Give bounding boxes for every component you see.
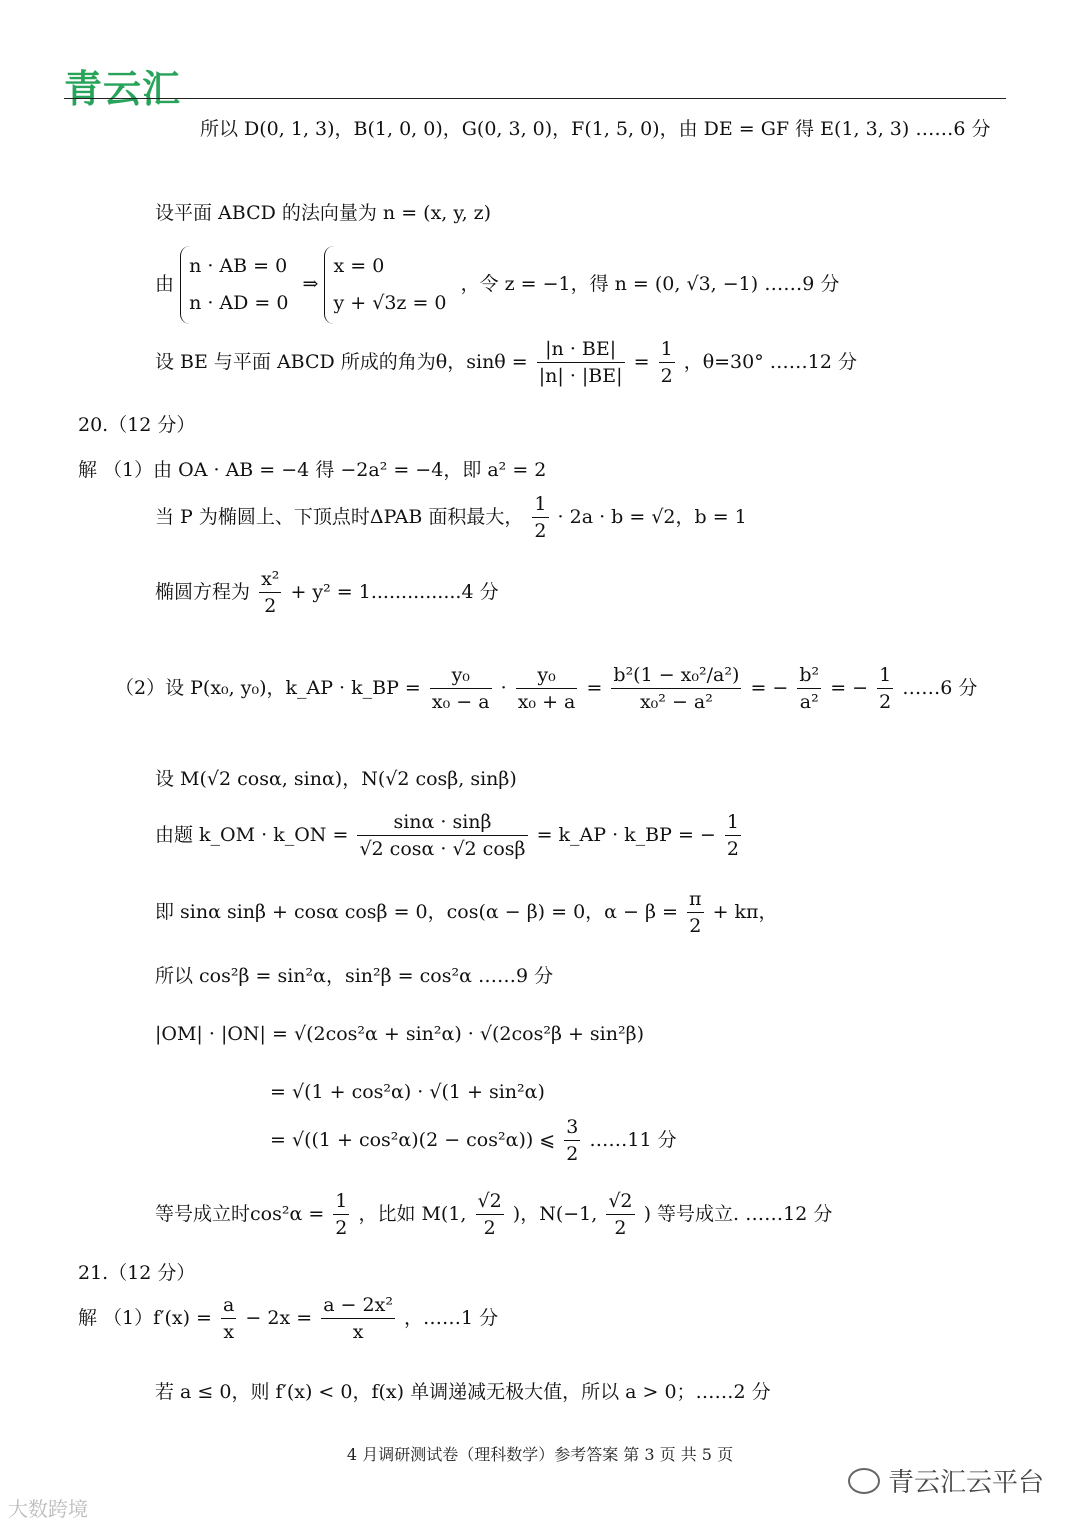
fraction-half: $\frac{1}{2}$ [726, 811, 739, 860]
q20-param-mn: 设 M(√2 cosα, sinα)，N(√2 cosβ, sinβ) [155, 768, 517, 790]
line-system [155, 246, 839, 324]
system-right [324, 246, 454, 324]
line-angle: 设 BE 与平面 ABCD 所成的角为θ，sinθ = $\frac{|n \cdot BE|}{|n| \cdot |BE|}$ = $\frac{1}{2}$ ，θ=30° ……12 分 [155, 338, 857, 387]
q21-case-a: 若 a ≤ 0，则 f′(x) < 0，f(x) 单调递减无极大值，所以 a > 0；……2 分 [155, 1381, 771, 1403]
fraction-half: $\frac{1}{2}$ [335, 1190, 348, 1239]
fraction-slope-ap: $\frac{\text{y₀}}{\text{x₀ − a}}$ [431, 664, 490, 713]
wechat-icon [848, 1468, 880, 1494]
watermark-left: 大数跨境 [8, 1497, 88, 1521]
fraction-b2-a2: $\frac{\text{b²}}{\text{a²}}$ [799, 664, 820, 713]
fraction-sin: $\frac{|n \cdot BE|}{|n| \cdot |BE|}$ [538, 338, 623, 387]
q20-ellipse-equation: 椭圆方程为 $\frac{\text{x²}}{2}$ + y² = 1...............4 分 [155, 568, 499, 617]
fraction-half: $\frac{1}{2}$ [534, 493, 547, 542]
q20-slope-product: 由题 k_OM · k_ON = $\frac{\sin\alpha \cdot \sin\beta}{√2 \cos\alpha \cdot √2 \cos\beta}$ = k_AP · k_BP = − $\frac{1}{2}$ [155, 811, 739, 860]
system-right-eq2: y + √3z = 0 [333, 292, 447, 315]
fraction-root2-over-2: $\frac{√2}{2}$ [608, 1190, 633, 1239]
angle-tail: ，θ=30° ……12 分 [683, 351, 857, 373]
line-normal-vector: 设平面 ABCD 的法向量为 n = (x, y, z) [155, 202, 492, 224]
q20-part2-slopes: （2）设 P(x₀, y₀)，k_AP · k_BP = $\frac{\text{y₀}}{\text{x₀ − a}}$ · $\frac{\text{y₀}}{\text{x₀ + a}}$ = $\frac{\text{b²(1 − x₀²/a²)}}{\text{x₀² − a²}}$ = − $\frac{\text{b²}}{\text{a²}}$ = − $\frac{1}{2}$ ……6 分 [115, 664, 978, 713]
fraction-x2-over-2: $\frac{\text{x²}}{2}$ [261, 568, 280, 617]
implies-arrow: ⇒ [302, 273, 319, 296]
fraction-a-over-x: $\frac{a}{x}$ [223, 1294, 235, 1343]
fraction-slope-bp: $\frac{\text{y₀}}{\text{x₀ + a}}$ [517, 664, 576, 713]
fraction-half: $\frac{1}{2}$ [879, 664, 892, 713]
q20-angle-diff: 即 sinα sinβ + cosα cosβ = 0，cos(α − β) = 0，α − β = $\frac{\pi}{2}$ + kπ， [155, 888, 778, 937]
system-left [180, 246, 296, 324]
fraction-root2-over-2: $\frac{√2}{2}$ [477, 1190, 502, 1239]
q20-om-on-step2: = √(1 + cos²α) · √(1 + sin²α) [270, 1081, 545, 1103]
page-footer: 4 月调研测试卷（理科数学）参考答案 第 3 页 共 5 页 [346, 1445, 734, 1464]
q20-part1-line1: 解 （1）由 OA · AB = −4 得 −2a² = −4，即 a² = 2 [78, 459, 547, 481]
watermark-right: 青云汇云平台 [848, 1462, 1044, 1499]
fraction-product: $\frac{\text{b²(1 − x₀²/a²)}}{\text{x₀² − a²}}$ [613, 664, 740, 713]
fraction-trig: $\frac{\sin\alpha \cdot \sin\beta}{√2 \cos\alpha \cdot √2 \cos\beta}$ [359, 811, 526, 860]
q20-equality-case: 等号成立时cos²α = $\frac{1}{2}$ ，比如 M(1, $\frac{√2}{2}$ )，N(−1, $\frac{√2}{2}$ ) 等号成立. ……12 分 [155, 1190, 833, 1239]
q20-part1-line2: 当 P 为椭圆上、下顶点时ΔPAB 面积最大， $\frac{1}{2}$ · 2a · b = √2，b = 1 [155, 493, 747, 542]
fraction-half: $\frac{1}{2}$ [660, 338, 673, 387]
logo: 青云汇 [64, 67, 182, 111]
header-rule [64, 98, 1006, 99]
fraction-derivative: $\frac{\text{a − 2x²}}{x}$ [323, 1294, 393, 1343]
system-left-eq1: n · AB = 0 [189, 255, 288, 277]
question-21-heading: 21.（12 分） [78, 1262, 196, 1284]
angle-prefix: 设 BE 与平面 ABCD 所成的角为θ，sinθ = [155, 351, 528, 373]
system-tail: ，令 z = −1，得 n = (0, √3, −1) ……9 分 [460, 273, 840, 296]
fraction-3-over-2: $\frac{3}{2}$ [566, 1116, 579, 1165]
system-left-eq2: n · AD = 0 [189, 292, 289, 315]
line-coordinates: 所以 D(0, 1, 3)，B(1, 0, 0)，G(0, 3, 0)，F(1, 5, 0)，由 DE = GF 得 E(1, 3, 3) ……6 分 [200, 118, 991, 140]
fraction-pi-over-2: $\frac{\pi}{2}$ [689, 888, 702, 937]
system-right-eq1: x = 0 [333, 255, 385, 277]
q21-derivative: 解 （1）f′(x) = $\frac{a}{x}$ − 2x = $\frac{\text{a − 2x²}}{x}$ ，……1 分 [78, 1294, 499, 1343]
q20-identity: 所以 cos²β = sin²α，sin²β = cos²α ……9 分 [155, 965, 554, 987]
q20-om-on: |OM| · |ON| = √(2cos²α + sin²α) · √(2cos²β + sin²β) [155, 1023, 644, 1045]
system-prefix: 由 [155, 273, 175, 296]
q20-om-on-bound: = √((1 + cos²α)(2 − cos²α)) ⩽ $\frac{3}{2}$ ……11 分 [270, 1116, 677, 1165]
question-20-heading: 20.（12 分） [78, 414, 196, 436]
